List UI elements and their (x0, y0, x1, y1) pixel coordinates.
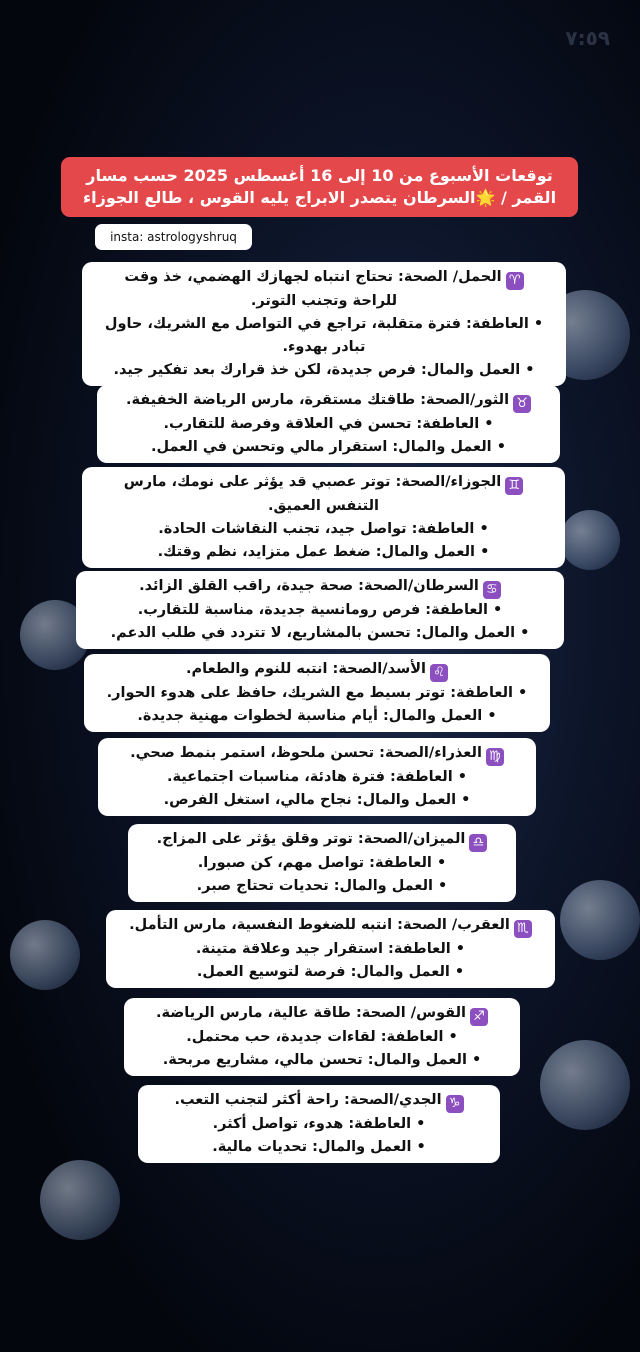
status-bar (30, 26, 610, 50)
moon-decoration (560, 510, 620, 570)
zodiac-icon: ♐ (470, 1008, 488, 1026)
sign-block (97, 385, 560, 463)
sign-line (92, 336, 556, 359)
sign-line (92, 495, 555, 518)
sign-text: العقرب/ الصحة: انتبه للضغوط النفسية، مارس التأمل. (129, 917, 510, 933)
sign-line (134, 1049, 510, 1072)
zodiac-icon: ♑ (446, 1095, 464, 1113)
sign-text: • العاطفة: لقاءات جديدة، حب محتمل. (186, 1029, 458, 1045)
sign-text: للراحة وتجنب التوتر. (250, 293, 398, 309)
sign-line (107, 413, 550, 436)
sign-text: الأسد/الصحة: انتبه للنوم والطعام. (186, 661, 426, 677)
sign-block (128, 824, 516, 902)
sign-text: • العمل والمال: أيام مناسبة لخطوات مهنية جديدة. (137, 708, 497, 724)
sign-line (107, 389, 550, 413)
sign-line (92, 518, 555, 541)
sign-block (82, 467, 565, 568)
sign-text: تبادر بهدوء. (282, 339, 366, 355)
sign-text: • العاطفة: توتر بسيط مع الشريك، حافظ على هدوء الحوار. (106, 685, 528, 701)
status-time: ٧:٥٩ (565, 26, 610, 50)
zodiac-icon: ♈ (506, 272, 524, 290)
sign-line (134, 1002, 510, 1026)
sign-text: • العاطفة: فترة متقلبة، تراجع في التواصل مع الشريك، حاول (104, 316, 544, 332)
sign-line (94, 705, 540, 728)
page-title (61, 157, 578, 217)
sign-line (138, 828, 506, 852)
sign-text: الميزان/الصحة: توتر وقلق يؤثر على المزاج. (156, 831, 466, 847)
sign-block (124, 998, 520, 1076)
sign-text: • العمل والمال: ضغط عمل متزايد، نظم وقتك. (157, 544, 490, 560)
title-line-2: القمر / 🌟السرطان يتصدر الابراج يليه القوس ، طالع الجوزاء (82, 188, 557, 207)
zodiac-icon: ♌ (430, 664, 448, 682)
sign-line (94, 658, 540, 682)
zodiac-icon: ♎ (469, 834, 487, 852)
sign-text: • العاطفة: تواصل جيد، تجنب النقاشات الحادة. (158, 521, 489, 537)
sign-text: • العمل والمال: فرصة لتوسيع العمل. (196, 964, 465, 980)
sign-line (92, 359, 556, 382)
sign-block (106, 910, 555, 988)
sign-line (92, 541, 555, 564)
sign-text: • العاطفة: فترة هادئة، مناسبات اجتماعية. (166, 769, 468, 785)
sign-text: • العمل والمال: تحديات تحتاج صبر. (196, 878, 448, 894)
sign-line (92, 313, 556, 336)
sign-text: الجوزاء/الصحة: توتر عصبي قد يؤثر على نومك، مارس (123, 474, 502, 490)
sign-line (92, 290, 556, 313)
sign-text: • العاطفة: فرص رومانسية جديدة، مناسبة للتقارب. (137, 602, 503, 618)
sign-line (94, 682, 540, 705)
sign-text: السرطان/الصحة: صحة جيدة، راقب القلق الزائد. (139, 578, 479, 594)
sign-text: التنفس العميق. (267, 498, 380, 514)
title-line-1: توقعات الأسبوع من 10 إلى 16 أغسطس 2025 حسب مسار (86, 166, 553, 185)
sign-text: • العمل والمال: فرص جديدة، لكن خذ قرارك بعد تفكير جيد. (113, 362, 535, 378)
instagram-handle: insta: astrologyshruq (95, 224, 252, 250)
sign-line (108, 742, 526, 766)
sign-line (116, 914, 545, 938)
zodiac-icon: ♊ (505, 477, 523, 495)
sign-line (92, 471, 555, 495)
sign-line (86, 622, 554, 645)
sign-text: • العاطفة: تواصل مهم، كن صبورا. (197, 855, 447, 871)
sign-text: • العمل والمال: تحسن بالمشاريع، لا تتردد في طلب الدعم. (110, 625, 530, 641)
sign-text: • العاطفة: هدوء، تواصل أكثر. (212, 1116, 426, 1132)
sign-line (134, 1026, 510, 1049)
sign-block (82, 262, 566, 386)
sign-line (107, 436, 550, 459)
sign-text: • العمل والمال: تحسن مالي، مشاريع مربحة. (162, 1052, 482, 1068)
moon-decoration (560, 880, 640, 960)
sign-line (148, 1113, 490, 1136)
zodiac-icon: ♍ (486, 748, 504, 766)
zodiac-icon: ♉ (513, 395, 531, 413)
sign-text: • العمل والمال: تحديات مالية. (212, 1139, 426, 1155)
zodiac-icon: ♏ (514, 920, 532, 938)
moon-decoration (10, 920, 80, 990)
sign-text: العذراء/الصحة: تحسن ملحوظ، استمر بنمط صحي. (130, 745, 482, 761)
sign-line (138, 875, 506, 898)
moon-decoration (40, 1160, 120, 1240)
sign-text: القوس/ الصحة: طاقة عالية، مارس الرياضة. (155, 1005, 467, 1021)
sign-text: الحمل/ الصحة: تحتاج انتباه لجهازك الهضمي، خذ وقت (124, 269, 502, 285)
sign-line (86, 599, 554, 622)
sign-line (108, 766, 526, 789)
zodiac-icon: ♋ (483, 581, 501, 599)
sign-text: الجدي/الصحة: راحة أكثر لتجنب التعب. (174, 1092, 442, 1108)
sign-line (108, 789, 526, 812)
sign-block (98, 738, 536, 816)
sign-line (116, 938, 545, 961)
sign-block (76, 571, 564, 649)
sign-line (148, 1089, 490, 1113)
sign-line (116, 961, 545, 984)
sign-line (138, 852, 506, 875)
sign-text: • العاطفة: تحسن في العلاقة وفرصة للتقارب. (163, 416, 494, 432)
sign-text: • العمل والمال: نجاح مالي، استغل الفرص. (163, 792, 471, 808)
sign-text: • العاطفة: استقرار جيد وعلاقة متينة. (195, 941, 466, 957)
sign-block (138, 1085, 500, 1163)
moon-decoration (540, 1040, 630, 1130)
sign-line (92, 266, 556, 290)
sign-line (86, 575, 554, 599)
sign-text: • العمل والمال: استقرار مالي وتحسن في العمل. (151, 439, 506, 455)
sign-block (84, 654, 550, 732)
sign-text: الثور/الصحة: طاقتك مستقرة، مارس الرياضة الخفيفة. (125, 392, 510, 408)
sign-line (148, 1136, 490, 1159)
